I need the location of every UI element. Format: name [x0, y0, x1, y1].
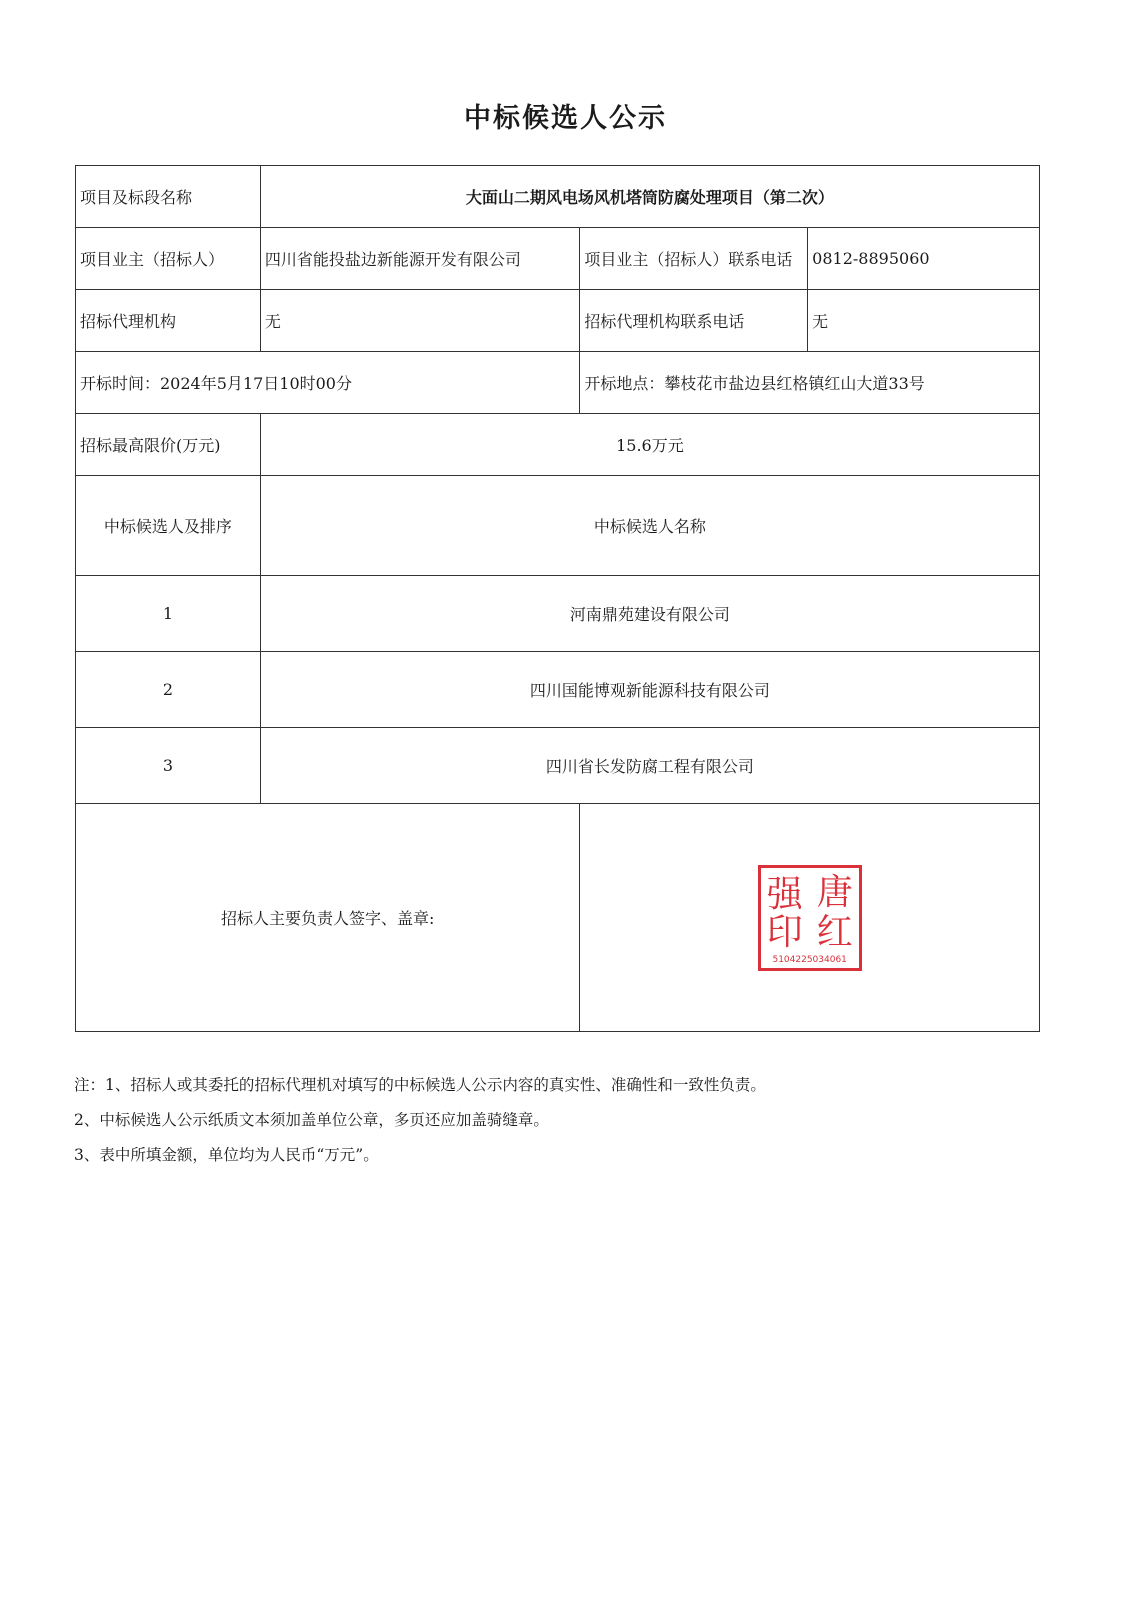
open-time: 开标时间：2024年5月17日10时00分 — [76, 352, 580, 414]
personal-seal — [758, 865, 862, 971]
candidate-header-row — [76, 476, 1040, 576]
agency-phone-label: 招标代理机构联系电话 — [580, 290, 808, 352]
signature-row — [76, 804, 1040, 1032]
note-3: 3、表中所填金额，单位均为人民币“万元”。 — [74, 1146, 379, 1164]
opening-row — [76, 352, 1040, 414]
table-row — [76, 728, 1040, 804]
note-2: 2、中标候选人公示纸质文本须加盖单位公章，多页还应加盖骑缝章。 — [74, 1111, 549, 1129]
owner-row — [76, 228, 1040, 290]
candidate-name-header: 中标候选人名称 — [260, 476, 1039, 576]
project-name-row — [76, 166, 1040, 228]
agency-label: 招标代理机构 — [76, 290, 261, 352]
agency-row — [76, 290, 1040, 352]
page-title: 中标候选人公示 — [464, 103, 667, 134]
seal-char: 强 — [766, 873, 803, 915]
owner-phone-label: 项目业主（招标人）联系电话 — [580, 228, 808, 290]
agency-phone-value: 无 — [808, 290, 1040, 352]
candidate-rank: 1 — [76, 576, 261, 652]
table-row — [76, 652, 1040, 728]
seal-number: 5104225034061 — [772, 954, 847, 965]
agency-value: 无 — [260, 290, 580, 352]
open-place: 开标地点：攀枝花市盐边县红格镇红山大道33号 — [580, 352, 1040, 414]
table-row — [76, 576, 1040, 652]
rank-header: 中标候选人及排序 — [76, 476, 261, 576]
project-name-value: 大面山二期风电场风机塔筒防腐处理项目（第二次） — [260, 166, 1039, 228]
project-name-label: 项目及标段名称 — [76, 166, 261, 228]
candidate-rank: 2 — [76, 652, 261, 728]
max-price-value: 15.6万元 — [260, 414, 1039, 476]
candidate-name: 河南鼎苑建设有限公司 — [260, 576, 1039, 652]
seal-char: 红 — [816, 911, 853, 953]
note-1: 注：1、招标人或其委托的招标代理机对填写的中标候选人公示内容的真实性、准确性和一致性负责。 — [74, 1076, 766, 1094]
owner-label: 项目业主（招标人） — [76, 228, 261, 290]
owner-phone-value: 0812-8895060 — [808, 228, 1040, 290]
seal-cell — [580, 804, 1040, 1032]
bid-candidate-table — [75, 165, 1040, 1032]
seal-char: 唐 — [816, 871, 853, 913]
candidate-name: 四川省长发防腐工程有限公司 — [260, 728, 1039, 804]
owner-value: 四川省能投盐边新能源开发有限公司 — [260, 228, 580, 290]
seal-char: 印 — [766, 911, 803, 953]
max-price-row — [76, 414, 1040, 476]
notes — [74, 1068, 766, 1173]
max-price-label: 招标最高限价(万元) — [76, 414, 261, 476]
candidate-name: 四川国能博观新能源科技有限公司 — [260, 652, 1039, 728]
signature-label: 招标人主要负责人签字、盖章: — [76, 804, 580, 1032]
candidate-rank: 3 — [76, 728, 261, 804]
